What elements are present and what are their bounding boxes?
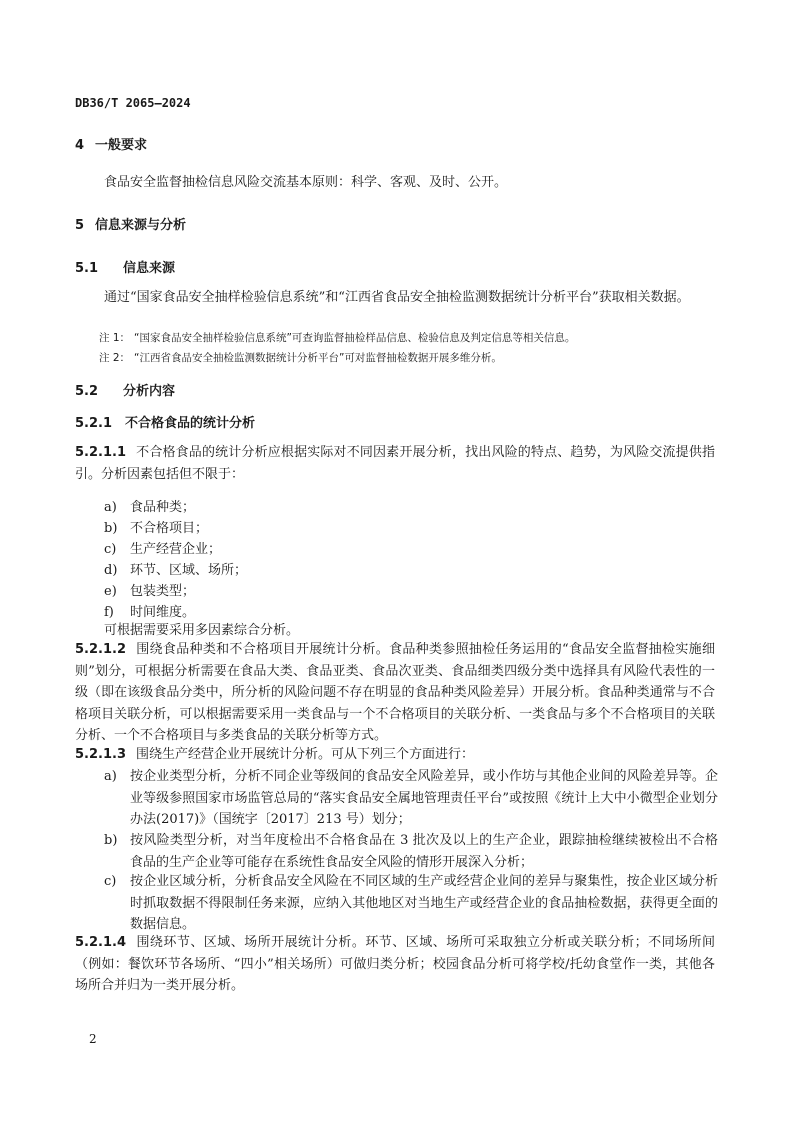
list-marker: b)	[104, 833, 118, 848]
list-item	[104, 517, 208, 536]
list-item	[104, 871, 718, 936]
section-number: 4	[75, 138, 85, 153]
list-marker: a)	[104, 769, 117, 784]
page-number: 2	[89, 1032, 97, 1046]
list-text: 生产经营企业；	[130, 542, 222, 557]
clause-number: 5.2.1.3	[75, 747, 126, 762]
section-5-2-1-heading	[75, 412, 255, 431]
clause-number: 5.2.1.2	[75, 642, 126, 657]
clause-text: 围绕生产经营企业开展统计分析。可从下列三个方面进行：	[136, 747, 475, 762]
clause-5-2-1-2	[75, 639, 715, 747]
list-text: 不合格项目；	[130, 521, 209, 536]
list-text: 按企业区域分析，分析食品安全风险在不同区域的生产或经营企业间的差异与聚集性，按企业区域分析时抓取数据不得限制任务来源，应纳入其他地区对当地生产或经营企业的食品抽检数据，获得更全面的数据信息。	[130, 874, 718, 932]
section-title: 分析内容	[123, 384, 176, 399]
list-marker: f)	[104, 605, 114, 620]
list-marker: b)	[104, 521, 118, 536]
list-marker: c)	[104, 542, 117, 557]
list-item	[104, 830, 718, 873]
clause-text: 围绕食品种类和不合格项目开展统计分析。食品种类参照抽检任务运用的“食品安全监督抽检实施细则”划分，可根据分析需要在食品大类、食品亚类、食品次亚类、食品细类四级分类中选择具有风险代表性的一级（即在该级食品分类中，所分析的风险问题不存在明显的食品种类风险差异）开展分析。食品种类通常与不合格项目关联分析，可以根据需要采用一类食品与一个不合格项目的关联分析、一类食品与多个不合格项目的关联分析、一个不合格项目与多类食品的关联分析等方式。	[75, 642, 715, 743]
list-text: 食品种类；	[130, 500, 196, 515]
section-number: 5.2	[75, 384, 99, 399]
list-item	[104, 601, 195, 620]
list-text: 环节、区域、场所；	[130, 563, 248, 578]
note-1	[99, 330, 575, 345]
clause-number: 5.2.1.1	[75, 445, 126, 460]
section-4-heading	[75, 134, 147, 153]
section-title: 信息来源	[123, 261, 176, 276]
clause-5-2-1-4	[75, 932, 715, 997]
list-marker: c)	[104, 874, 117, 889]
clause-5-2-1-3	[75, 744, 715, 766]
list-text: 按企业类型分析，分析不同企业等级间的食品安全风险差异，或小作坊与其他企业间的风险差异等。企业等级参照国家市场监管总局的“落实食品安全属地管理责任平台”或按照《统计上大中小微型企业划分办法(2017)》（国统字〔2017〕213 号）划分；	[130, 769, 718, 827]
section-number: 5	[75, 218, 85, 233]
section-number: 5.2.1	[75, 416, 113, 431]
clause-closing: 可根据需要采用多因素综合分析。	[104, 623, 300, 638]
list-marker: e)	[104, 584, 117, 599]
clause-5-2-1-1	[75, 442, 715, 485]
list-item	[104, 559, 247, 578]
list-text: 包装类型；	[130, 584, 196, 599]
note-text: “江西省食品安全抽检监测数据统计分析平台”可对监督抽检数据开展多维分析。	[134, 352, 502, 364]
section-5-2-heading	[75, 380, 175, 399]
note-2	[99, 350, 502, 365]
list-item	[104, 538, 221, 557]
list-text: 按风险类型分析，对当年度检出不合格食品在 3 批次及以上的生产企业，跟踪抽检继续被检出不合格食品的生产企业等可能存在系统性食品安全风险的情形开展深入分析；	[130, 833, 718, 870]
clause-text: 不合格食品的统计分析应根据实际对不同因素开展分析，找出风险的特点、趋势，为风险交流提供指引。分析因素包括但不限于：	[75, 445, 715, 482]
list-item	[104, 580, 195, 599]
section-5-1-heading	[75, 257, 175, 276]
list-text: 时间维度。	[130, 605, 196, 620]
section-4-text: 食品安全监督抽检信息风险交流基本原则：科学、客观、及时、公开。	[104, 175, 508, 190]
note-label: 注 1：	[99, 332, 131, 344]
list-marker: d)	[104, 563, 118, 578]
section-title: 信息来源与分析	[95, 218, 187, 233]
note-text: “国家食品安全抽样检验信息系统”可查询监督抽检样品信息、检验信息及判定信息等相关信息。	[134, 332, 576, 344]
section-5-heading	[75, 214, 186, 233]
standard-code: DB36/T 2065—2024	[75, 96, 191, 110]
section-5-1-text: 通过“国家食品安全抽样检验信息系统”和“江西省食品安全抽检监测数据统计分析平台”获取相关数据。	[104, 290, 690, 305]
section-title: 不合格食品的统计分析	[125, 416, 256, 431]
section-number: 5.1	[75, 261, 99, 276]
section-title: 一般要求	[95, 138, 148, 153]
list-item	[104, 766, 718, 831]
list-item	[104, 496, 195, 515]
clause-text: 围绕环节、区域、场所开展统计分析。环节、区域、场所可采取独立分析或关联分析；不同场所间（例如：餐饮环节各场所、“四小”相关场所）可做归类分析；校园食品分析可将学校/托幼食堂作一类，其他各场所合并归为一类开展分析。	[75, 935, 715, 993]
note-label: 注 2：	[99, 352, 131, 364]
clause-number: 5.2.1.4	[75, 935, 126, 950]
list-marker: a)	[104, 500, 117, 515]
